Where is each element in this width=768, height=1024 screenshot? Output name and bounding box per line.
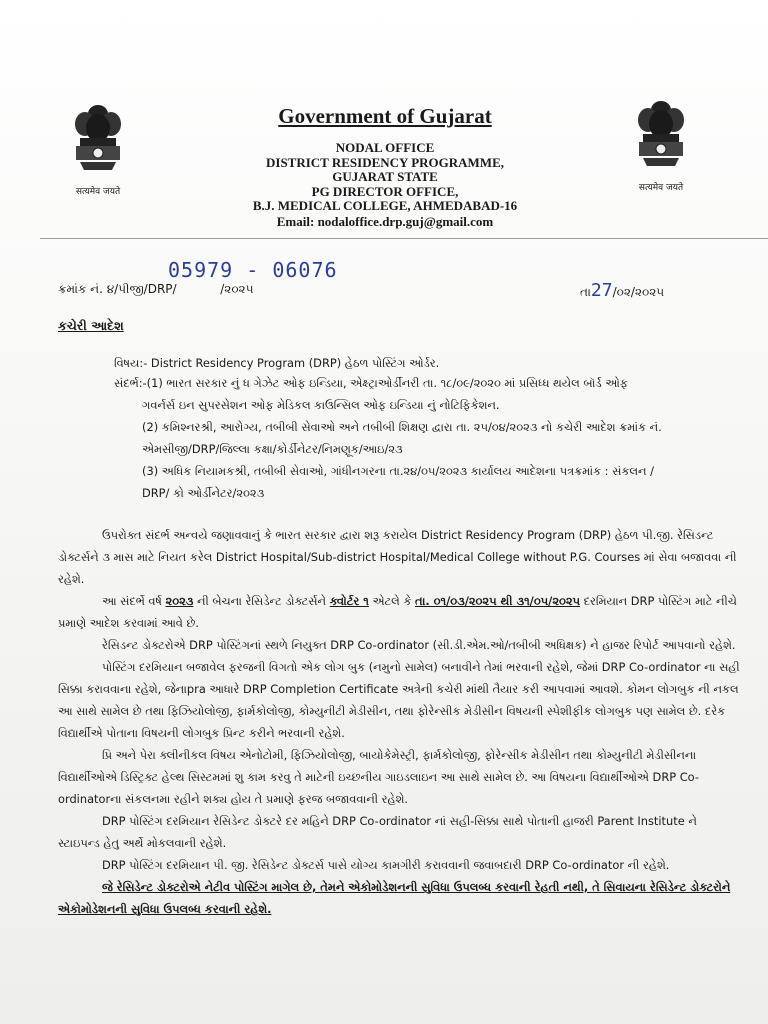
state-emblem-right [618,96,704,206]
paragraph: પોસ્ટિંગ દરમિયાન બજાવેલ ફરજની વિગતો એક લોગ બુક (નમુનો સામેલ) બનાવીને તેમાં ભરવાની રહેશે, જેમાં DRP Co-ordinator ના સહી સિક્કા કરાવવાના રહેશે, જેનાpra આધારે DRP Completion Certificate અત્રેની કચેરી માંથી તૈયાર કરી આપવામાં આવશે. કોમન લોગબુક ની નકલ આ સાથે સામેલ છે તથા ફિઝિયોલોજી, ફાર્મકોલોજી, કોમ્યુનીટી મેડીસીન, તથા ફોરેન્સીક મેડીસીન વિષયની સ્પેશીફીક લોગબુક પણ સામેલ છે. દરેક વિદ્યાર્થીએ પોતાના વિષયની લોગબુક પ્રિન્ટ કરીને ભરવાની રહેશે. [58,660,740,740]
batch-year: ૨૦૨૩ [165,594,194,608]
emblem-motto: सत्यमेव जयते [638,183,684,193]
reference-item: સંદર્ભ:-(1) ભારત સરકાર નું ધ ગેઝેટ ઓફ ઇન્ડિયા, એક્ષ્ટ્રાઓર્ડીનરી તા. ૧૮/૦૯/૨૦૨૦ માં પ્રસિધ્ધ થયેલ બૉર્ડ ઓફ [114,376,628,390]
reference-item: ગવર્નર્સ ઇન સુપરસેશન ઓફ મેડિકલ કાઉન્સિલ ઓફ ઇન્ડિયા નું નોટિફિકેશન. [142,398,500,412]
order-title: કચેરી આદેશ [58,318,124,333]
letterhead [190,104,580,229]
handwritten-reference-number: 05979 - 06076 [168,258,338,282]
paragraph: ઉપરોક્ત સંદર્ભ અન્વયે જણાવવાનું કે ભારત સરકાર દ્વારા શરૂ કરાયેલ District Residency Program (DRP) હેઠળ પી.જી. રેસિડન્ટ ડોક્ટર્સને ૩ માસ માટે નિયત કરેલ District Hospital/Sub-district Hospital/Medical College without P.G. Courses માં સેવા બજાવવા ની રહેશે. [58,528,737,586]
accommodation-note: જે રેસિડેન્ટ ડોક્ટરોએ નેટીવ પોસ્ટિંગ માગેલ છે, તેમને એકોમોડેશનની સુવિધા ઉપલબ્ધ કરવાની રેહતી નથી, તે સિવાયના રેસિડેન્ટ ડોક્ટરોને એકોમોડેશનની સુવિધા ઉપલબ્ધ કરવાની રહેશે. [58,880,731,916]
date-suffix: /૦૨/૨૦૨૫ [612,285,665,299]
reference-item: એમસીજી/DRP/જિલ્લા કક્ષા/કોર્ડીનેટર/નિમણૂક/આઇ/૨૩ [142,442,403,456]
paragraph: DRP પોસ્ટિંગ દરમિયાન પી. જી. રેસિડેન્ટ ડોક્ટર્સ પાસે યોગ્ય કામગીરી કરાવવાની જવાબદારી DRP Co-ordinator ની રહેશે. [102,858,670,872]
subject-line: વિષય:- District Residency Program (DRP) હેઠળ પોસ્ટિંગ ઓર્ડર. [114,356,440,370]
quarter-label: ક્વોર્ટર ૧ [329,594,369,608]
letterhead-line: DISTRICT RESIDENCY PROGRAMME, [266,154,504,170]
paragraph [58,590,740,634]
letterhead-line: PG DIRECTOR OFFICE, [311,183,459,199]
reference-item: DRP/ કો ઓર્ડીનેટર/૨૦૨૩ [142,486,265,500]
letterhead-line: NODAL OFFICE [335,140,435,155]
handwritten-date-day: 27 [590,280,613,301]
lion-capital-icon [66,100,130,182]
reference-number-suffix: /૨૦૨૫ [220,282,254,296]
reference-number-label: ક્રમાંક નં. ૪/પીજી/DRP/ [58,282,177,296]
reference-number [58,282,253,297]
lion-capital-icon [629,96,693,178]
order-date [580,280,664,301]
text-span: ની બેચના રેસિડેન્ટ ડોક્ટર્સને [193,594,330,608]
paragraph: DRP પોસ્ટિંગ દરમિયાન રેસિડેન્ટ ડોક્ટરે દર મહિને DRP Co-ordinator નાં સહી-સિક્કા સાથે પોતાની હાજરી Parent Institute ને સ્ટાઇપન્ડ હેતુ અર્થે મોકલવાની રહેશે. [58,814,697,850]
paragraph: પ્રિ અને પેરા ક્લીનીકલ વિષય એનોટોમી, ફિઝિયોલોજી, બાયોકેમેસ્ટ્રી, ફાર્મકોલોજી, ફોરેન્સીક મેડીસીન તથા કોમ્યુનીટી મેડીસીનના વિદ્યાર્થીઓએ ડિસ્ટ્રિક્ટ હેલ્થ સિસ્ટમમાં શુ કામ કરવુ તે માટેની ઇચ્છનીય ગાઇડલાઇન આ સાથે સામેલ છે. આ વિષયના વિદ્યાર્થીઓએ DRP Co-ordinatorના સંકલનમા રહીને શક્ય હોય તે પ્રમાણે ફરજ બજાવવાની રહેશે. [58,748,699,806]
paragraph: રેસિડન્ટ ડોક્ટરોએ DRP પોસ્ટિંગનાં સ્થળે નિયુક્ત DRP Co-ordinator (સી.ડી.એમ.ઓ/તબીબી અધિક્ષક) ને હાજર રિપોર્ટ આપવાનો રહેશે. [102,638,736,652]
email-line: Email: nodaloffice.drp.guj@gmail.com [276,213,494,229]
order-body [58,524,740,920]
emblem-motto: सत्यमेव जयते [75,187,121,197]
references-block [114,372,734,504]
reference-item: (3) અધિક નિયામકશ્રી, તબીબી સેવાઓ, ગાંધીનગરના તા.૨૪/૦૫/૨૦૨૩ કાર્યાલય આદેશના પત્રક્રમાંક : સંકલન / [142,464,654,478]
text-span: આ સંદર્ભે વર્ષ [102,594,166,608]
date-prefix: તા [580,285,591,299]
state-emblem-left [55,100,141,210]
government-title: Government of Gujarat [278,104,492,128]
letterhead-line: GUJARAT STATE [332,169,438,184]
text-span: દરમિયાન DRP પોસ્ટિંગ માટે નીચે પ્રમાણે આદેશ કરવામાં આવે છે. [58,594,737,630]
text-span: એટલે કે [368,594,416,608]
posting-dates: તા. ૦૧/૦૩/૨૦૨૫ થી ૩૧/૦૫/૨૦૨૫ [415,594,581,608]
letterhead-line: B.J. MEDICAL COLLEGE, AHMEDABAD-16 [252,198,518,213]
reference-item: (2) કમિશ્નરશ્રી, આરોગ્ય, તબીબી સેવાઓ અને તબીબી શિક્ષણ દ્વારા તા. ૨૫/૦૪/૨૦૨૩ નો કચેરી આદેશ ક્રમાંક નં. [142,420,662,434]
header-divider [40,238,768,239]
